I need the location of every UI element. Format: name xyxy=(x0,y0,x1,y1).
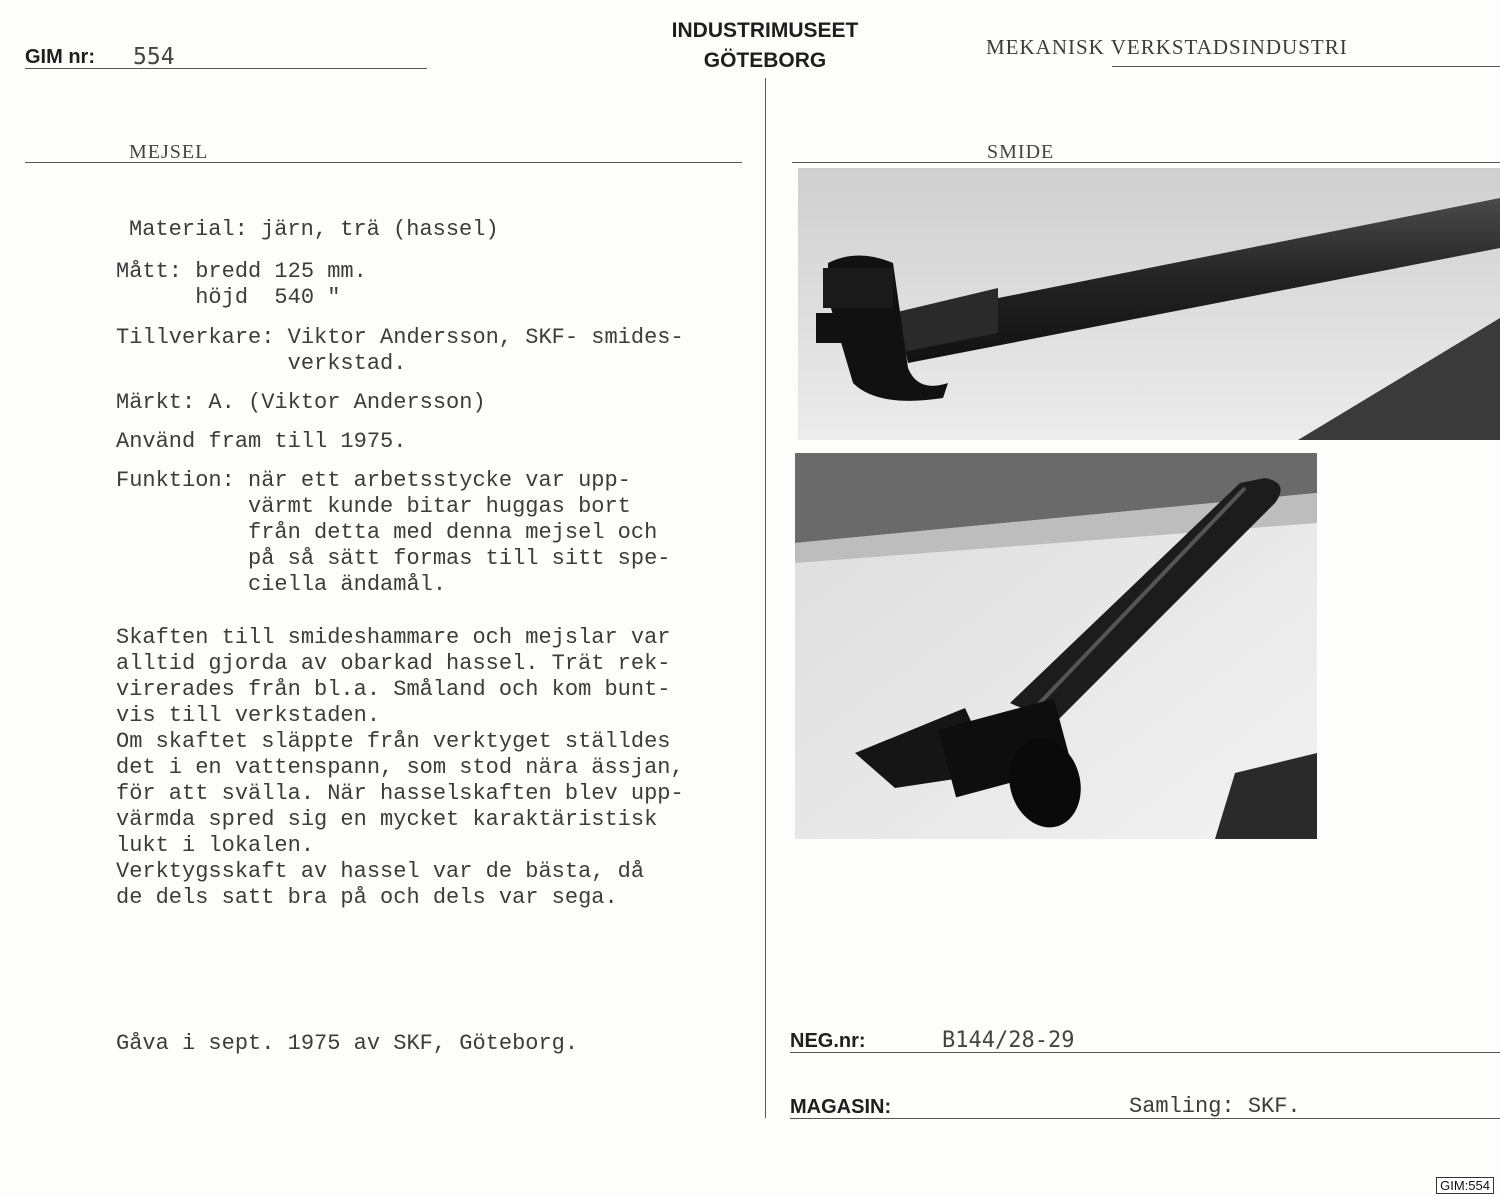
chisel-head-photo-graphic xyxy=(798,168,1500,440)
neg-value: B144/28-29 xyxy=(942,1028,1075,1053)
photo-top xyxy=(798,168,1500,440)
object-name-rule xyxy=(25,162,742,163)
center-divider xyxy=(765,78,766,1118)
anvand: Använd fram till 1975. xyxy=(116,429,407,454)
body-line: virerades från bl.a. Småland och kom bunt- xyxy=(116,677,671,702)
chisel-full-photo-graphic xyxy=(795,453,1317,839)
gava: Gåva i sept. 1975 av SKF, Göteborg. xyxy=(116,1031,579,1056)
material: Material: järn, trä (hassel) xyxy=(129,217,499,242)
funktion-block xyxy=(116,468,671,598)
tillverkare-line-1: Tillverkare: Viktor Andersson, SKF- smides- xyxy=(116,325,684,350)
body-text xyxy=(116,625,684,911)
body-line: alltid gjorda av obarkad hassel. Trät rek- xyxy=(116,651,671,676)
gim-value: 554 xyxy=(133,44,175,70)
body-line: för att svälla. När hasselskaften blev upp- xyxy=(116,781,684,806)
matt-line-2: höjd 540 " xyxy=(116,285,341,310)
body-line: lukt i lokalen. xyxy=(116,833,315,858)
tillverkare-line-2: verkstad. xyxy=(116,351,407,376)
body-line: Verktygsskaft av hassel var de bästa, då xyxy=(116,859,645,884)
magasin-rule xyxy=(790,1118,1500,1119)
technique: SMIDE xyxy=(987,141,1055,163)
funktion-line: från detta med denna mejsel och xyxy=(116,520,658,545)
category-rule xyxy=(1112,66,1500,67)
photo-bottom xyxy=(795,453,1317,839)
gim-label: GIM nr: xyxy=(25,46,95,68)
gim-rule xyxy=(25,68,427,69)
museum-line-2: GÖTEBORG xyxy=(703,49,827,72)
body-line: det i en vattenspann, som stod nära ässjan, xyxy=(116,755,684,780)
neg-rule xyxy=(790,1052,1500,1053)
samling: Samling: SKF. xyxy=(1129,1094,1301,1119)
funktion-line: ciella ändamål. xyxy=(116,572,447,597)
funktion-line: värmt kunde bitar huggas bort xyxy=(116,494,631,519)
category: MEKANISK VERKSTADSINDUSTRI xyxy=(986,35,1348,59)
magasin-label: MAGASIN: xyxy=(790,1096,892,1118)
matt-line-1: Mått: bredd 125 mm. xyxy=(116,259,367,284)
object-name: MEJSEL xyxy=(129,141,209,163)
funktion-line: Funktion: när ett arbetsstycke var upp- xyxy=(116,468,631,493)
body-line: Om skaftet släppte från verktyget ställdes xyxy=(116,729,671,754)
gim-stamp: GIM:554 xyxy=(1436,1177,1494,1194)
body-line: vis till verkstaden. xyxy=(116,703,381,728)
museum-name xyxy=(600,16,930,76)
body-line: värmda spred sig en mycket karaktäristisk xyxy=(116,807,658,832)
body-line: Skaften till smideshammare och mejslar var xyxy=(116,625,671,650)
body-line: de dels satt bra på och dels var sega. xyxy=(116,885,618,910)
neg-label: NEG.nr: xyxy=(790,1030,866,1052)
technique-rule xyxy=(792,162,1500,163)
museum-line-1: INDUSTRIMUSEET xyxy=(671,19,859,42)
markt: Märkt: A. (Viktor Andersson) xyxy=(116,390,486,415)
funktion-line: på så sätt formas till sitt spe- xyxy=(116,546,671,571)
